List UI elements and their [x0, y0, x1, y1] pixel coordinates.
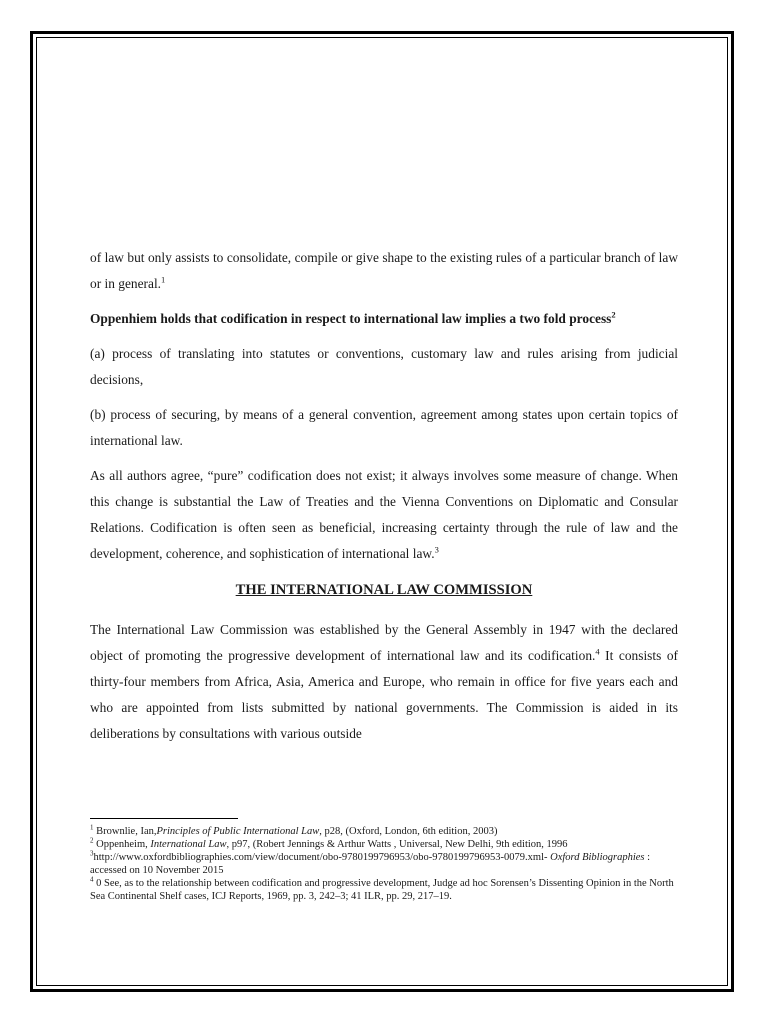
document-body	[90, 245, 678, 756]
paragraph-2: Oppenhiem holds that codification in respect to international law implies a two fold process$^2$	[90, 309, 616, 326]
footnotes	[90, 818, 678, 903]
footnote-1: $^1$ Brownlie, Ian,Principles of Public International Law, p28, (Oxford, London, 6th edition, 2003)	[90, 823, 498, 837]
footnote-4: $^4$ 0 See, as to the relationship between codification and progressive development, Judge ad hoc Sorensen’s Dissenting Opinion in the North Sea Continental Shelf cases, ICJ Reports, 1969, pp. 3, 242–3; 41 ILR, pp. 29, 217–19.	[90, 875, 674, 902]
paragraph-4: (b) process of securing, by means of a general convention, agreement among states upon certain topics of international law.	[90, 407, 678, 448]
footnote-ref-4: 4	[595, 646, 600, 657]
footnote-ref-1: 1	[161, 274, 166, 285]
footnote-3-url: http://www.oxfordbibliographies.com/view/document/obo-9780199796953/obo-9780199796953-0079.xml-	[93, 852, 551, 863]
section-heading: THE INTERNATIONAL LAW COMMISSION	[235, 582, 533, 598]
paragraph-1: of law but only assists to consolidate, compile or give shape to the existing rules of a particular branch of law or in general.$^1$	[90, 250, 678, 291]
paragraph-5: As all authors agree, “pure” codification does not exist; it always involves some measure of change. When this change is substantial the Law of Treaties and the Vienna Conventions on Diplomatic and Consular Relations. Codification is often seen as beneficial, increasing certainty through the rule of law and the development, coherence, and sophistication of international law.$^3$	[90, 468, 678, 561]
paragraph-6: The International Law Commission was established by the General Assembly in 1947 with the declared object of promoting the progressive development of international law and its codification.$^4$ It consists of thirty-four members from Africa, Asia, America and Europe, who remain in office for five years each and who are appointed from lists submitted by national governments. The Commission is aided in its deliberations by consultations with various outside	[90, 622, 679, 741]
footnote-separator	[90, 818, 238, 819]
footnote-ref-2: 2	[611, 309, 616, 320]
paragraph-3: (a) process of translating into statutes or conventions, customary law and rules arising from judicial decisions,	[90, 346, 678, 387]
footnote-2: $^2$ Oppenheim, International Law, p97, (Robert Jennings & Arthur Watts , Universal, New Delhi, 9th edition, 1996	[90, 836, 568, 850]
footnote-3: $^3$http://www.oxfordbibliographies.com/view/document/obo-9780199796953/obo-9780199796953-0079.xml- Oxford Bibliographies : accessed on 10 November 2015	[90, 849, 651, 876]
footnote-ref-3: 3	[434, 544, 439, 555]
